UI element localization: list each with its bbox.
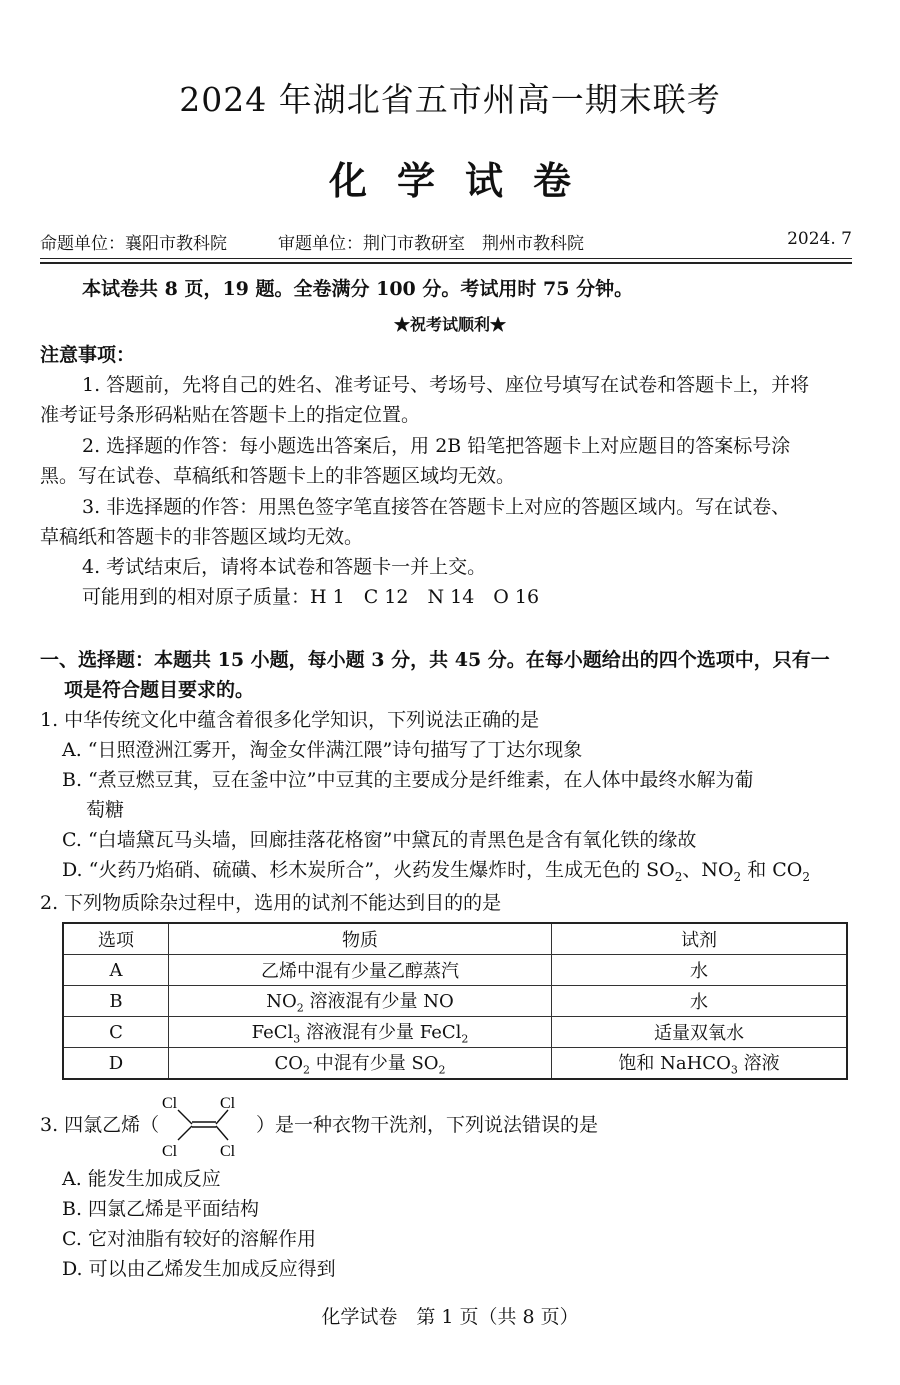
q1-option-b-line-1: B. “煮豆燃豆萁，豆在釜中泣”中豆萁的主要成分是纤维素，在人体中最终水解为葡 (62, 769, 754, 791)
notice-heading: 注意事项： (40, 344, 136, 366)
cl-top-left: Cl (162, 1095, 178, 1112)
q3-stem-suffix: ）是一种衣物干洗剂，下列说法错误的是 (256, 1114, 599, 1136)
bond-top-left (178, 1110, 192, 1124)
cl-bottom-left: Cl (162, 1143, 178, 1160)
notice-1-line-2: 准考证号条形码粘贴在答题卡上的指定位置。 (40, 404, 421, 426)
exam-date: 2024. 7 (787, 229, 852, 249)
q1-stem: 1. 中华传统文化中蕴含着很多化学知识，下列说法正确的是 (40, 709, 540, 731)
table-cell-substance: FeCl$_3$ 溶液混有少量 FeCl$_2$ (169, 1017, 552, 1048)
subject-title: 化学试卷 (328, 158, 601, 203)
q2-stem: 2. 下列物质除杂过程中，选用的试剂不能达到目的的是 (40, 892, 502, 914)
q3-stem-prefix: 3. 四氯乙烯（ (40, 1114, 160, 1136)
table-cell-substance: $NO_2$ 溶液混有少量 NO (169, 986, 552, 1017)
q3-option-d: D. 可以由乙烯发生加成反应得到 (62, 1258, 336, 1280)
bond-top-right (216, 1110, 228, 1124)
q3-option-c: C. 它对油脂有较好的溶解作用 (62, 1228, 316, 1250)
exam-title: 2024 年湖北省五市州高一期末联考 (179, 80, 721, 119)
table-cell-reagent: 饱和 NaHCO$_3$ 溶液 (552, 1048, 848, 1080)
table-cell-reagent: 适量双氧水 (552, 1017, 848, 1048)
table-cell-option: B (63, 986, 169, 1017)
q1-option-a: A. “日照澄洲江雾开，淘金女伴满江隈”诗句描写了丁达尔现象 (62, 739, 583, 761)
notice-3-line-1: 3. 非选择题的作答：用黑色签字笔直接答在答题卡上对应的答题区域内。写在试卷、 (82, 496, 791, 518)
header-divider-thin (40, 258, 852, 259)
exam-meta-row (40, 229, 852, 255)
table-header-reagent: 试剂 (552, 923, 848, 955)
header-divider-thick (40, 262, 852, 264)
q3-option-a: A. 能发生加成反应 (62, 1168, 221, 1190)
page-footer: 化学试卷 第 1 页（共 8 页） (321, 1306, 579, 1328)
q2-table (62, 922, 848, 1080)
cl-top-right: Cl (220, 1095, 236, 1112)
table-cell-reagent: 水 (552, 986, 848, 1017)
bond-bottom-right (216, 1126, 228, 1140)
good-luck-banner: ★祝考试顺利★ (393, 315, 506, 334)
q1-option-d: D. “火药乃焰硝、硫磺、杉木炭所合”，火药发生爆炸时，生成无色的 $SO_2$、$NO_2$ 和 $CO_2$ (62, 859, 811, 884)
table-row (63, 986, 847, 1017)
notice-2-line-2: 黑。写在试卷、草稿纸和答题卡上的非答题区域均无效。 (40, 465, 516, 487)
q1-option-c: C. “白墙黛瓦马头墙，回廊挂落花格窗”中黛瓦的青黑色是含有氧化铁的缘故 (62, 829, 697, 851)
section-1-title-line-1: 一、选择题：本题共 15 小题，每小题 3 分，共 45 分。在每小题给出的四个选项中，只有一 (40, 649, 830, 671)
table-header-substance: 物质 (169, 923, 552, 955)
table-row (63, 1048, 847, 1080)
table-cell-option: C (63, 1017, 169, 1048)
bond-bottom-left (178, 1126, 192, 1140)
cl-bottom-right: Cl (220, 1143, 236, 1160)
q3-option-b: B. 四氯乙烯是平面结构 (62, 1198, 260, 1220)
notice-2-line-1: 2. 选择题的作答：每小题选出答案后，用 2B 铅笔把答题卡上对应题目的答案标号涂 (82, 435, 791, 457)
atomic-masses: 可能用到的相对原子质量：H 1 C 12 N 14 O 16 (82, 586, 540, 608)
table-header-row (63, 923, 847, 955)
table-cell-substance: $CO_2$ 中混有少量 $SO_2$ (169, 1048, 552, 1080)
tetrachloroethylene-structure (148, 1088, 254, 1160)
section-1-title-line-2: 项是符合题目要求的。 (64, 679, 255, 701)
table-row (63, 955, 847, 986)
table-cell-option: D (63, 1048, 169, 1080)
notice-1-line-1: 1. 答题前，先将自己的姓名、准考证号、考场号、座位号填写在试卷和答题卡上，并将 (82, 374, 810, 396)
proposer-info: 命题单位：襄阳市教科院 审题单位：荆门市教研室 荆州市教科院 (40, 234, 584, 254)
table-cell-option: A (63, 955, 169, 986)
q1-option-b-line-2: 萄糖 (86, 799, 125, 821)
table-cell-substance: 乙烯中混有少量乙醇蒸汽 (169, 955, 552, 986)
notice-3-line-2: 草稿纸和答题卡的非答题区域均无效。 (40, 526, 364, 548)
reviewer-info: 审题单位：荆门市教研室 荆州市教科院 (278, 234, 584, 254)
table-cell-reagent: 水 (552, 955, 848, 986)
exam-summary: 本试卷共 8 页，19 题。全卷满分 100 分。考试用时 75 分钟。 (82, 278, 634, 300)
notice-4: 4. 考试结束后，请将本试卷和答题卡一并上交。 (82, 556, 487, 578)
table-row (63, 1017, 847, 1048)
table-header-option: 选项 (63, 923, 169, 955)
